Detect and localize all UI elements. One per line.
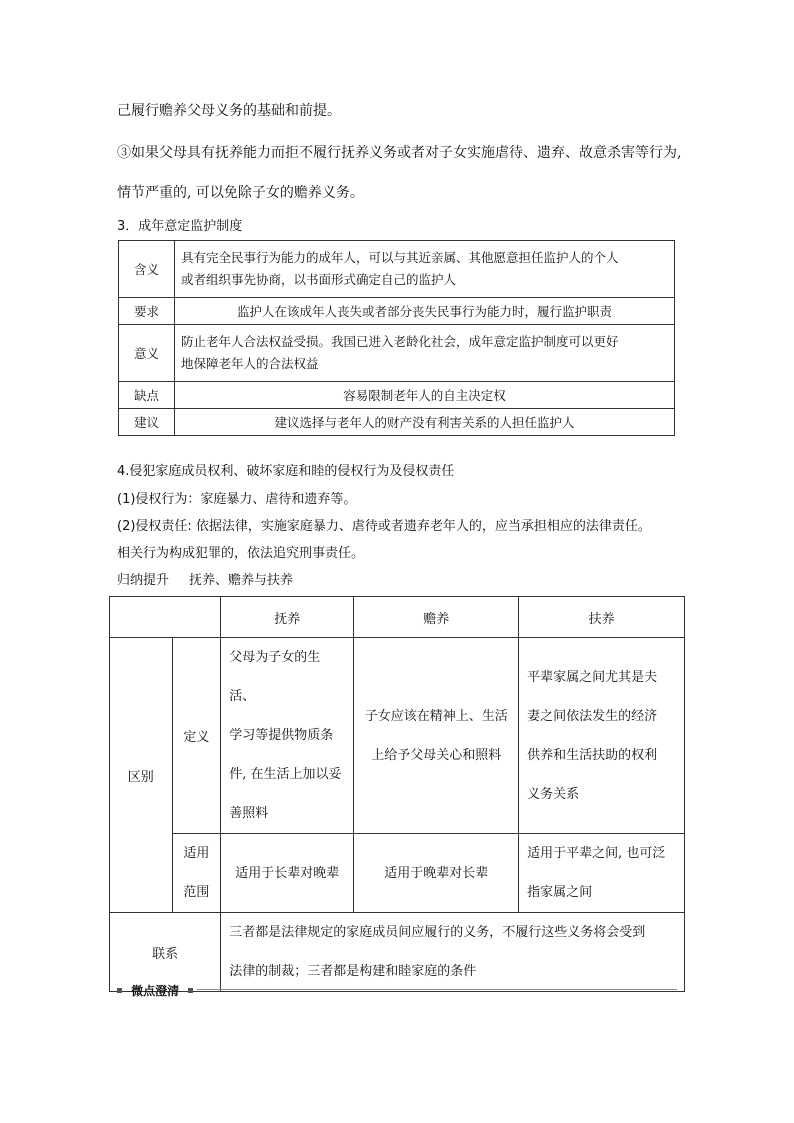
def-cell xyxy=(354,638,519,834)
summary-label: 归纳提升 xyxy=(117,573,170,588)
intro-line-3: 情节严重的, 可以免除子女的赡养义务。 xyxy=(117,185,364,201)
cell-line: 三者都是法律规定的家庭成员间应履行的义务，不履行这些义务将会受到 xyxy=(229,925,646,940)
row-text-line: 地保障老年人的合法权益 xyxy=(181,356,319,371)
scope-label xyxy=(172,834,221,913)
intro-line-2: ③如果父母具有抚养能力而拒不履行抚养义务或者对子女实施虐待、遗弃、故意杀害等行为, xyxy=(117,145,682,161)
row-content xyxy=(175,241,675,298)
row-content: 建议选择与老年人的财产没有利害关系的人担任监护人 xyxy=(175,409,675,436)
column-header: 扶养 xyxy=(519,597,685,638)
table-row xyxy=(119,382,675,409)
cell-line: 范围 xyxy=(183,885,210,900)
row-content xyxy=(175,325,675,382)
link-label: 联系 xyxy=(110,913,221,992)
row-text-line: 或者组织事先协商，以书面形式确定自己的监护人 xyxy=(181,272,457,287)
summary-heading xyxy=(117,569,293,588)
cell-line: 学习等提供物质条 xyxy=(229,728,334,743)
section-4-item-1: (1)侵权行为：家庭暴力、虐待和遗弃等。 xyxy=(117,492,357,507)
section-4-item-3: 相关行为构成犯罪的，依法追究刑事责任。 xyxy=(117,546,365,561)
table-row xyxy=(119,298,675,325)
square-bullet-icon xyxy=(188,988,193,993)
cell-line: 适用于平辈之间, 也可泛 xyxy=(527,846,666,861)
column-header: 抚养 xyxy=(221,597,354,638)
row-label: 建议 xyxy=(119,409,175,436)
section-3-heading: 3．成年意定监护制度 xyxy=(117,219,243,234)
row-content: 监护人在该成年人丧失或者部分丧失民事行为能力时，履行监护职责 xyxy=(175,298,675,325)
row-label: 缺点 xyxy=(119,382,175,409)
row-content: 容易限制老年人的自主决定权 xyxy=(175,382,675,409)
cell-line: 善照料 xyxy=(229,806,269,821)
intro-line-1: 己履行赡养父母义务的基础和前提。 xyxy=(117,103,341,119)
cell-line: 指家属之间 xyxy=(527,885,593,900)
def-cell xyxy=(221,638,354,834)
cell-line: 上给予父母关心和照料 xyxy=(371,747,502,763)
cell-line: 供养和生活扶助的权利 xyxy=(527,747,658,763)
cell-line: 件, 在生活上加以妥 xyxy=(229,767,342,782)
scope-cell xyxy=(519,834,685,913)
table-row xyxy=(119,409,675,436)
summary-title: 抚养、赡养与扶养 xyxy=(189,573,294,588)
square-bullet-icon xyxy=(117,988,122,993)
micro-label: 微点澄清 xyxy=(131,984,180,998)
cell-line: 平辈家属之间尤其是夫 xyxy=(527,669,658,685)
cell-line: 子女应该在精神上、生活 xyxy=(364,708,508,724)
table-row xyxy=(119,325,675,382)
section-4-item-2: (2)侵权责任: 依据法律，实施家庭暴力、虐待或者遗弃老年人的，应当承担相应的法律责任。 xyxy=(117,519,651,534)
row-text-line: 具有完全民事行为能力的成年人，可以与其近亲属、其他愿意担任监护人的个人 xyxy=(181,250,619,265)
scope-cell: 适用于晚辈对长辈 xyxy=(354,834,519,913)
cell-line: 妻之间依法发生的经济 xyxy=(527,708,658,724)
table-row xyxy=(110,638,685,834)
diff-label: 区别 xyxy=(110,638,173,913)
cell-line: 义务关系 xyxy=(527,786,580,802)
guardianship-table xyxy=(118,240,675,436)
section-4-heading: 4.侵犯家庭成员权利、破坏家庭和睦的侵权行为及侵权责任 xyxy=(117,464,455,479)
cell-line: 父母为子女的生活、 xyxy=(229,650,321,704)
def-label: 定义 xyxy=(172,638,221,834)
row-text-line: 防止老年人合法权益受损。我国已进入老龄化社会，成年意定监护制度可以更好 xyxy=(181,334,619,349)
cell-line: 法律的制裁；三者都是构建和睦家庭的条件 xyxy=(229,964,477,979)
table-row xyxy=(119,241,675,298)
scope-cell: 适用于长辈对晚辈 xyxy=(221,834,354,913)
row-label: 要求 xyxy=(119,298,175,325)
comparison-table xyxy=(109,596,685,992)
row-label: 意义 xyxy=(119,325,175,382)
corner-cell xyxy=(110,597,221,638)
column-header: 赡养 xyxy=(354,597,519,638)
cell-line: 适用 xyxy=(183,846,210,861)
micro-clarification-header xyxy=(117,980,677,1000)
row-label: 含义 xyxy=(119,241,175,298)
table-row xyxy=(110,834,685,913)
divider xyxy=(197,989,677,990)
table-row xyxy=(110,597,685,638)
def-cell xyxy=(519,638,685,834)
